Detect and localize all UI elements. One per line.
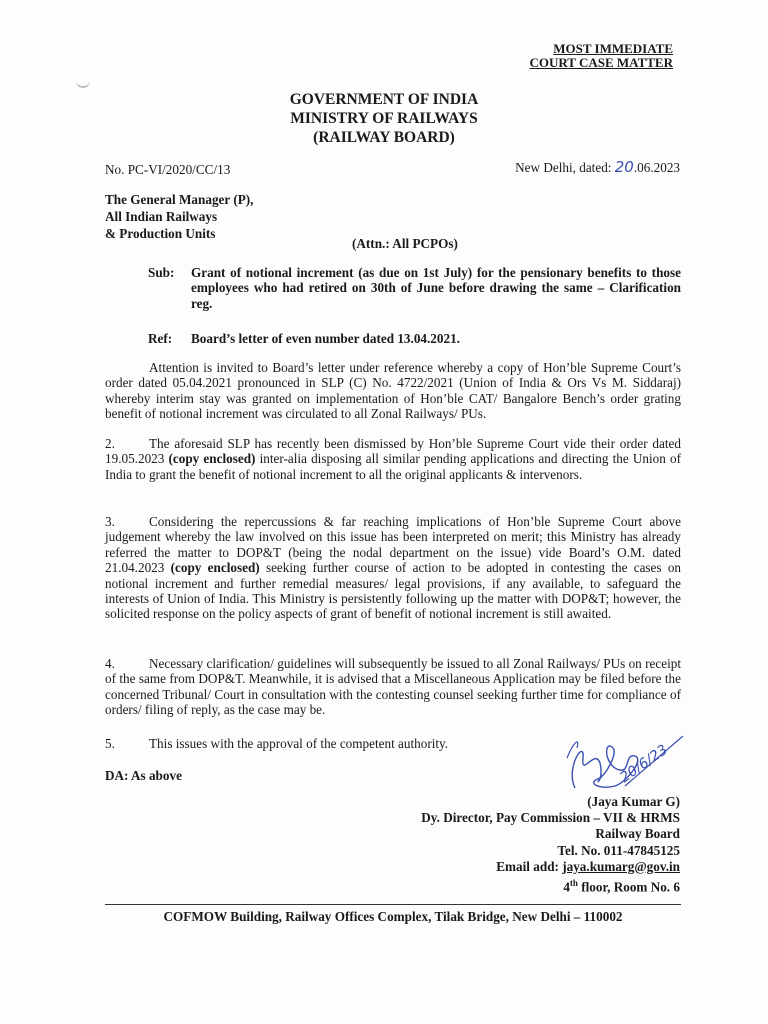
paragraph-2-enclosure: (copy enclosed) [168,451,256,467]
signature-date-handwritten: 20/6/23 [617,741,671,787]
reference-number: No. PC-VI/2020/CC/13 [105,162,231,177]
paragraph-2-text-b: inter-alia disposing all similar pending applications and directing the Union of India to grant the benefit of notional increment to all the original applicants & intervenors. [105,451,681,482]
paragraph-1 [105,360,681,422]
date-suffix: .06.2023 [633,160,680,175]
paragraph-3-text-b: seeking further course of action to be adopted in contesting the cases on notional increment and further remedial measures/ legal provisions, if any available, to safeguard the interests of Union of India. This Ministry is persistently following up the matter with DOP&T; however, the solicited response on the policy aspects of grant of benefit of notional increment is still awaited. [105,560,682,622]
date-prefix: New Delhi, dated: [515,160,615,175]
letterhead [0,90,768,147]
punch-hole-mark [76,76,90,88]
signatory-office: Railway Board [595,826,680,842]
paragraph-4-text: Necessary clarification/ guidelines will subsequently be issued to all Zonal Railways/ PUs on receipt of the same from DOP&T. Meanwhile, it is advised that a Miscellaneous Application may be filed before the concerned Tribunal/ Court in consultation with the contesting counsel seeking further time for compliance of orders/ filing of reply, as the case may be. [105,656,681,718]
subject-text: Grant of notional increment (as due on 1st July) for the pensionary benefits to those employees who had retired on 30th of June before drawing the same – Clarification reg. [191,265,681,311]
enclosure-note: DA: As above [105,768,182,783]
subject-label: Sub: [148,265,175,280]
signatory-telephone: Tel. No. 011-47845125 [557,842,680,858]
date-day-handwritten: 20 [614,158,634,176]
paragraph-4-number: 4. [105,656,115,671]
attention-line: (Attn.: All PCPOs) [352,236,458,251]
paragraph-5-number: 5. [105,736,115,751]
floor-suffix: th [569,878,578,889]
priority-line-2: COURT CASE MATTER [529,55,673,70]
priority-marking [529,42,673,70]
addressee [105,191,253,242]
priority-line-1: MOST IMMEDIATE [553,41,673,56]
gov-line-2: MINISTRY OF RAILWAYS [290,110,478,127]
signature-block [421,794,680,896]
addressee-line-2: All Indian Railways [105,209,218,224]
floor-room: floor, Room No. 6 [577,879,680,895]
paragraph-4 [105,656,681,718]
gov-line-3: (RAILWAY BOARD) [313,129,455,146]
paragraph-3-enclosure: (copy enclosed) [170,560,260,576]
email-label: Email add: [496,858,563,874]
signatory-email [421,859,680,875]
signatory-name: (Jaya Kumar G) [587,794,680,809]
footer-address: COFMOW Building, Railway Offices Complex, Tilak Bridge, New Delhi – 110002 [105,904,681,925]
email-link[interactable]: jaya.kumarg@gov.in [562,858,680,874]
paragraph-3 [105,514,681,622]
addressee-line-1: The General Manager (P), [105,192,254,207]
paragraph-1-text: Attention is invited to Board’s letter under reference whereby a copy of Hon’ble Supreme Court’s order dated 05.04.2021 pronounced in SLP (C) No. 4722/2021 (Union of India & Ors Vs M. Siddaraj) whereby interim stay was granted on implementation of Hon’ble CAT/ Bangalore Bench’s order grating benefit of notional increment was circulated to all Zonal Railways/ PUs. [105,360,681,422]
signatory-floor [421,875,680,896]
reference-label: Ref: [148,331,173,346]
reference-text: Board’s letter of even number dated 13.04.2021. [191,331,460,346]
letter-date [515,160,680,175]
addressee-line-3: & Production Units [105,226,216,241]
paragraph-2-text-a: The aforesaid SLP has recently been dismissed by Hon’ble Supreme Court vide their order dated 19.05.2023 [105,436,681,467]
signatory-designation: Dy. Director, Pay Commission – VII & HRMS [421,810,680,826]
paragraph-2 [105,436,681,482]
paragraph-3-number: 3. [105,514,115,529]
floor-number: 4 [563,879,570,895]
paragraph-2-number: 2. [105,436,115,451]
paragraph-5-text: This issues with the approval of the competent authority. [149,736,449,751]
paragraph-3-text-a: Considering the repercussions & far reaching implications of Hon’ble Supreme Court above judgement whereby the law involved on this issue has been interpreted on merit; this Ministry has already referred the matter to DOP&T (being the nodal department on the issue) vide Board’s O.M. dated 21.04.2023 [105,514,681,576]
gov-line-1: GOVERNMENT OF INDIA [289,91,479,108]
